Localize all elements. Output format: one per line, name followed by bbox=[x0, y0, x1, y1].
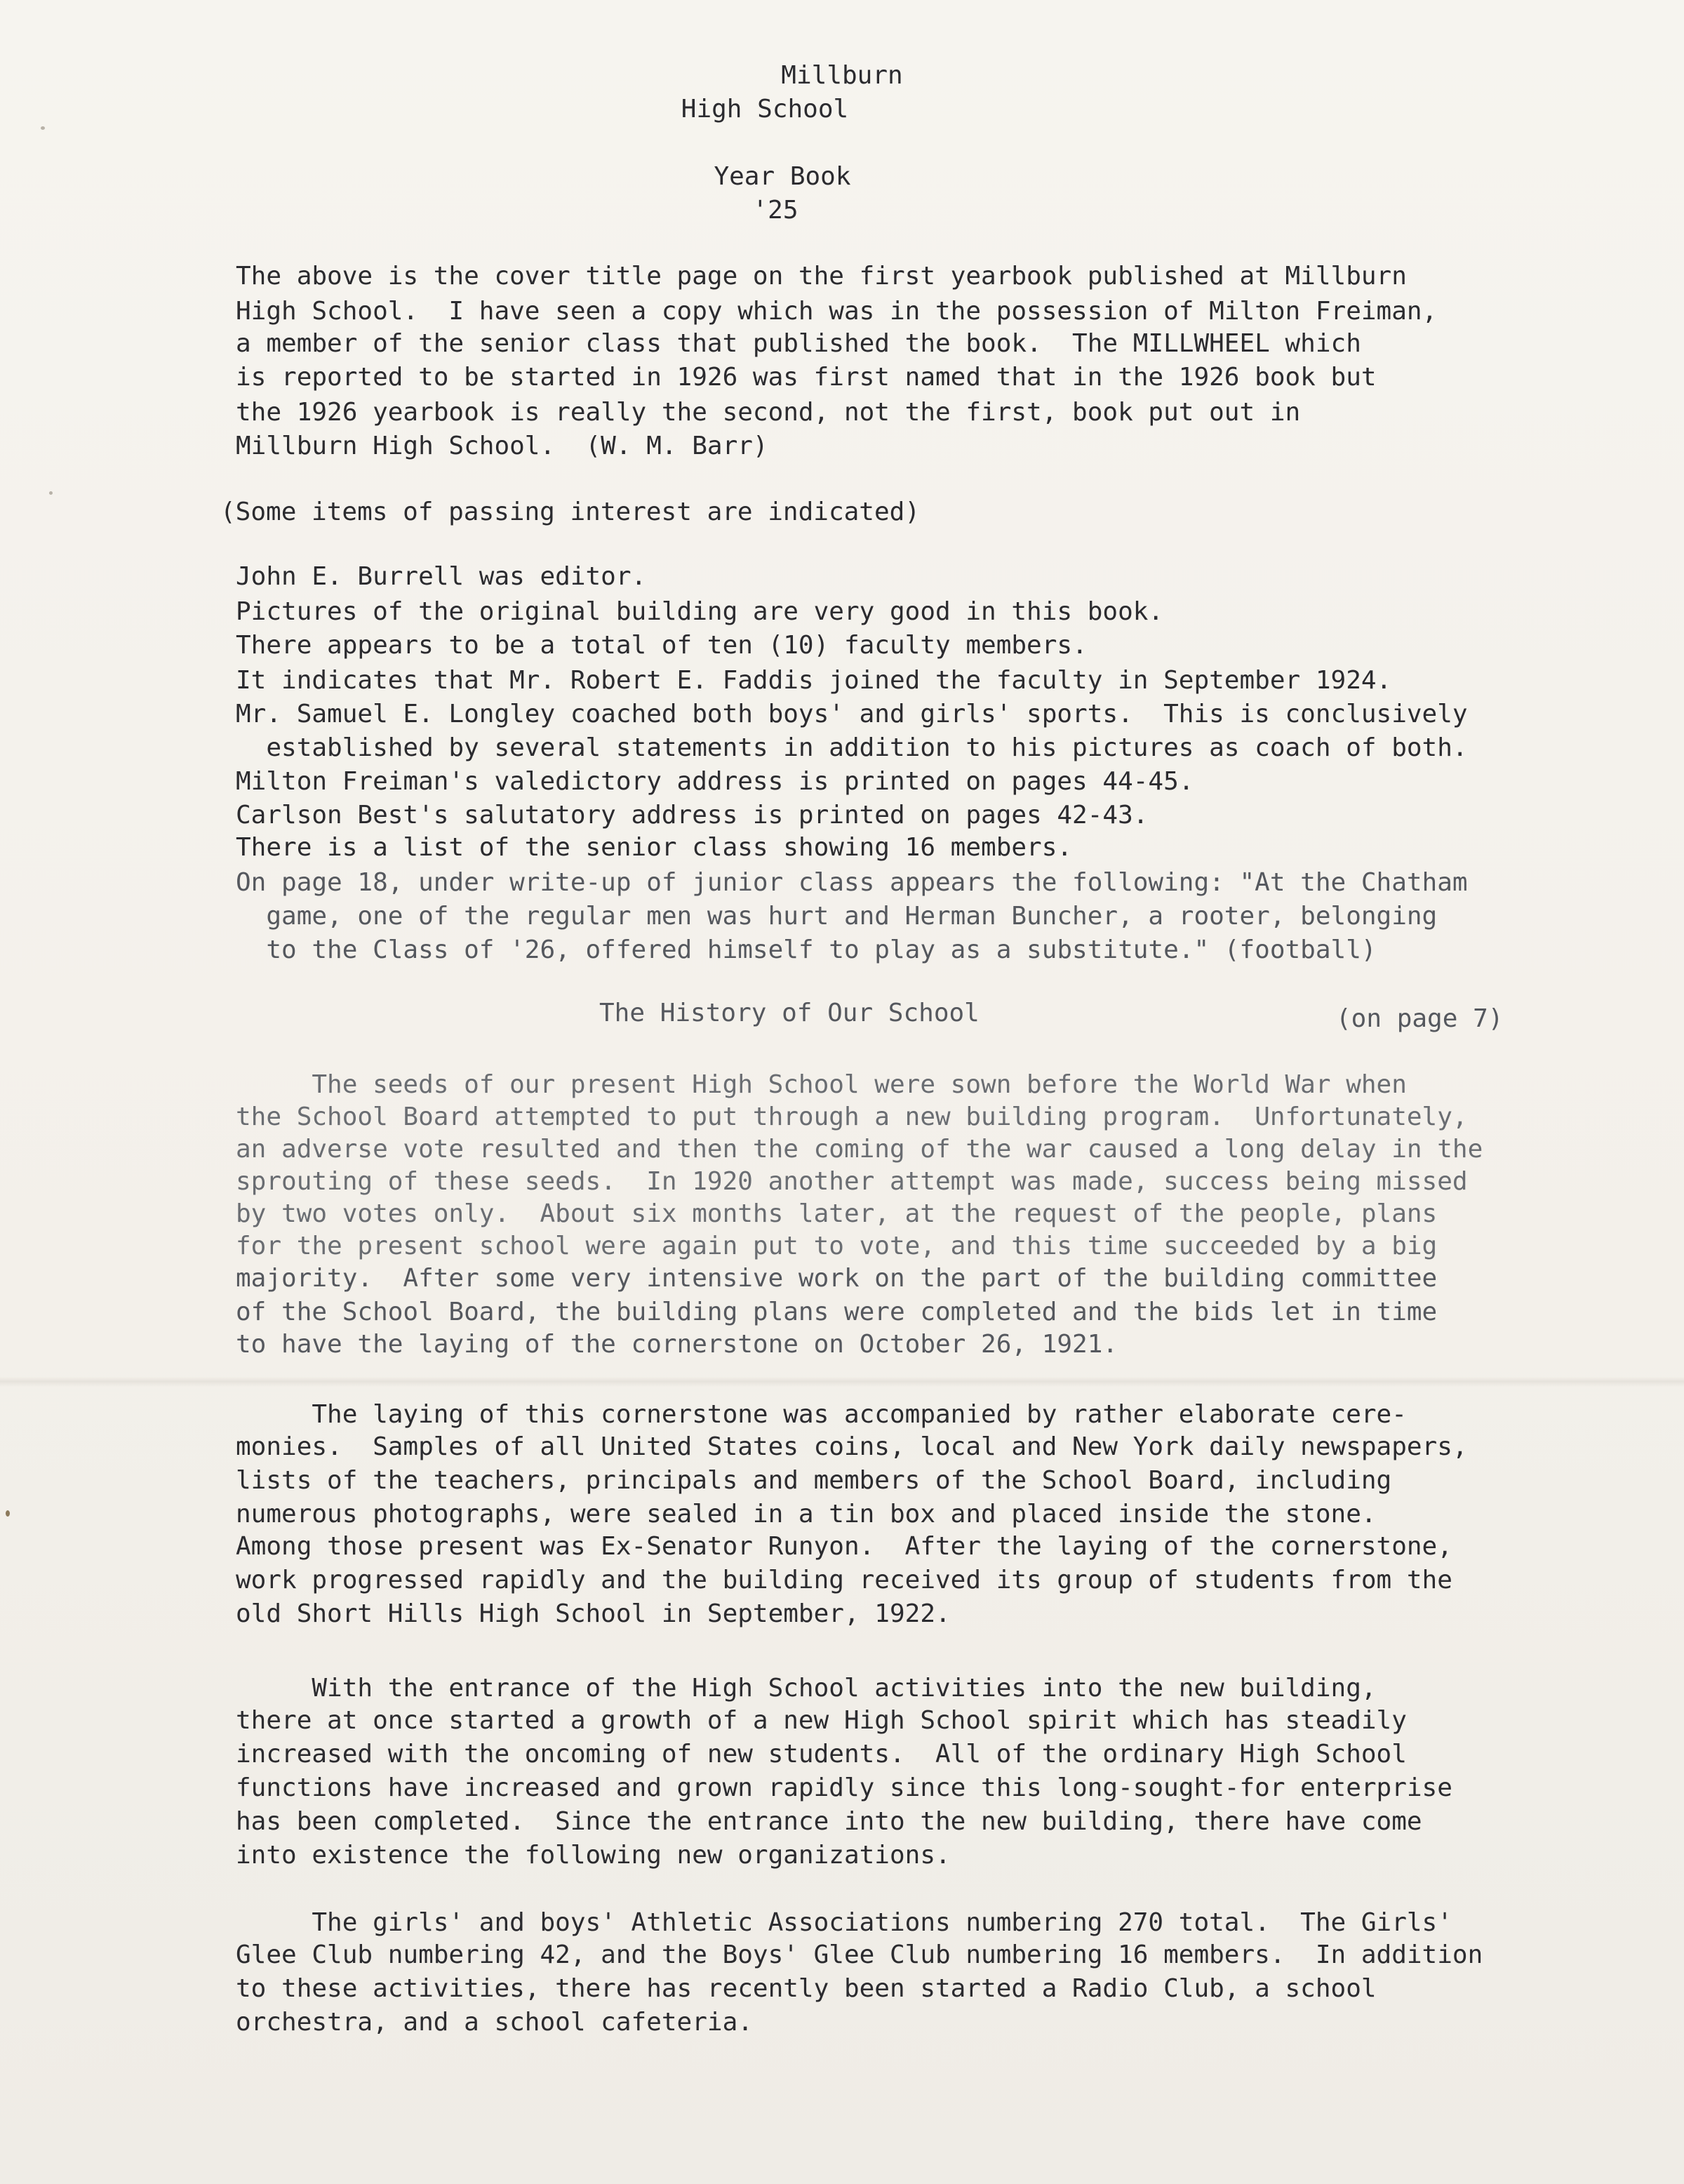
history-para3-line: into existence the following new organizations. bbox=[236, 1841, 951, 1870]
item-line: John E. Burrell was editor. bbox=[236, 562, 647, 591]
intro-line: Millburn High School. (W. M. Barr) bbox=[236, 432, 768, 460]
intro-line: The above is the cover title page on the first yearbook published at Millburn bbox=[236, 262, 1407, 291]
cover-title-year-book: Year Book bbox=[714, 162, 851, 191]
history-para2-line: numerous photographs, were sealed in a tin box and placed inside the stone. bbox=[236, 1500, 1377, 1529]
intro-line: High School. I have seen a copy which was in the possession of Milton Freiman, bbox=[236, 297, 1438, 326]
cover-title-year: '25 bbox=[752, 196, 798, 225]
paper-speck bbox=[49, 491, 53, 495]
intro-line: the 1926 yearbook is really the second, not the first, book put out in bbox=[236, 398, 1301, 427]
history-para1-line: of the School Board, the building plans were completed and the bids let in time bbox=[236, 1298, 1438, 1326]
history-para2-line: The laying of this cornerstone was accompanied by rather elaborate cere- bbox=[236, 1400, 1407, 1429]
history-para2-line: monies. Samples of all United States coins, local and New York daily newspapers, bbox=[236, 1432, 1468, 1461]
history-para4-line: to these activities, there has recently been started a Radio Club, a school bbox=[236, 1974, 1377, 2003]
history-para1-line: by two votes only. About six months later, at the request of the people, plans bbox=[236, 1199, 1438, 1228]
history-para4-line: Glee Club numbering 42, and the Boys' Glee Club numbering 16 members. In addition bbox=[236, 1940, 1483, 1969]
history-page-ref: (on page 7) bbox=[1336, 1004, 1504, 1033]
item-line: established by several statements in addition to his pictures as coach of both. bbox=[236, 733, 1468, 762]
cover-title-millburn: Millburn bbox=[781, 61, 903, 90]
history-para1-line: The seeds of our present High School were sown before the World War when bbox=[236, 1070, 1407, 1099]
item-line: Pictures of the original building are very good in this book. bbox=[236, 597, 1164, 626]
item-line: It indicates that Mr. Robert E. Faddis joined the faculty in September 1924. bbox=[236, 666, 1392, 695]
history-para1-line: the School Board attempted to put through a new building program. Unfortunately, bbox=[236, 1103, 1468, 1131]
history-para2-line: work progressed rapidly and the building received its group of students from the bbox=[236, 1566, 1452, 1594]
history-para4-line: orchestra, and a school cafeteria. bbox=[236, 2008, 753, 2037]
item-line: Carlson Best's salutatory address is printed on pages 42-43. bbox=[236, 801, 1149, 830]
history-title: The History of Our School bbox=[599, 999, 980, 1027]
history-para2-line: Among those present was Ex-Senator Runyon. After the laying of the cornerstone, bbox=[236, 1532, 1452, 1561]
history-para3-line: increased with the oncoming of new students. All of the ordinary High School bbox=[236, 1740, 1407, 1769]
item-line: There appears to be a total of ten (10) faculty members. bbox=[236, 631, 1088, 660]
item-line: On page 18, under write-up of junior class appears the following: "At the Chatham bbox=[236, 868, 1468, 897]
history-para4-line: The girls' and boys' Athletic Associations numbering 270 total. The Girls' bbox=[236, 1908, 1452, 1937]
history-para3-line: With the entrance of the High School activities into the new building, bbox=[236, 1674, 1377, 1703]
item-line: There is a list of the senior class showing 16 members. bbox=[236, 833, 1073, 862]
item-line: to the Class of '26, offered himself to play as a substitute." (football) bbox=[236, 935, 1377, 964]
passing-interest-note: (Some items of passing interest are indicated) bbox=[220, 498, 920, 526]
paper-speck bbox=[6, 1510, 10, 1517]
item-line: game, one of the regular men was hurt and Herman Buncher, a rooter, belonging bbox=[236, 902, 1438, 931]
cover-title-high-school: High School bbox=[681, 95, 849, 124]
history-para3-line: has been completed. Since the entrance into the new building, there have come bbox=[236, 1807, 1422, 1836]
history-para1-line: majority. After some very intensive work on the part of the building committee bbox=[236, 1264, 1438, 1293]
intro-line: is reported to be started in 1926 was first named that in the 1926 book but bbox=[236, 363, 1377, 392]
paper-fold-crease bbox=[0, 1377, 1684, 1387]
history-para1-line: sprouting of these seeds. In 1920 another attempt was made, success being missed bbox=[236, 1167, 1468, 1196]
history-para2-line: old Short Hills High School in September, 1922. bbox=[236, 1599, 951, 1628]
item-line: Mr. Samuel E. Longley coached both boys' and girls' sports. This is conclusively bbox=[236, 700, 1468, 728]
history-para1-line: for the present school were again put to vote, and this time succeeded by a big bbox=[236, 1232, 1438, 1260]
history-para3-line: functions have increased and grown rapidly since this long-sought-for enterprise bbox=[236, 1773, 1452, 1802]
intro-line: a member of the senior class that published the book. The MILLWHEEL which bbox=[236, 329, 1361, 358]
paper-speck bbox=[41, 126, 45, 130]
item-line: Milton Freiman's valedictory address is printed on pages 44-45. bbox=[236, 767, 1194, 796]
history-para2-line: lists of the teachers, principals and members of the School Board, including bbox=[236, 1466, 1392, 1495]
history-para3-line: there at once started a growth of a new High School spirit which has steadily bbox=[236, 1706, 1407, 1735]
history-para1-line: an adverse vote resulted and then the coming of the war caused a long delay in the bbox=[236, 1135, 1483, 1164]
history-para1-line: to have the laying of the cornerstone on October 26, 1921. bbox=[236, 1330, 1118, 1359]
